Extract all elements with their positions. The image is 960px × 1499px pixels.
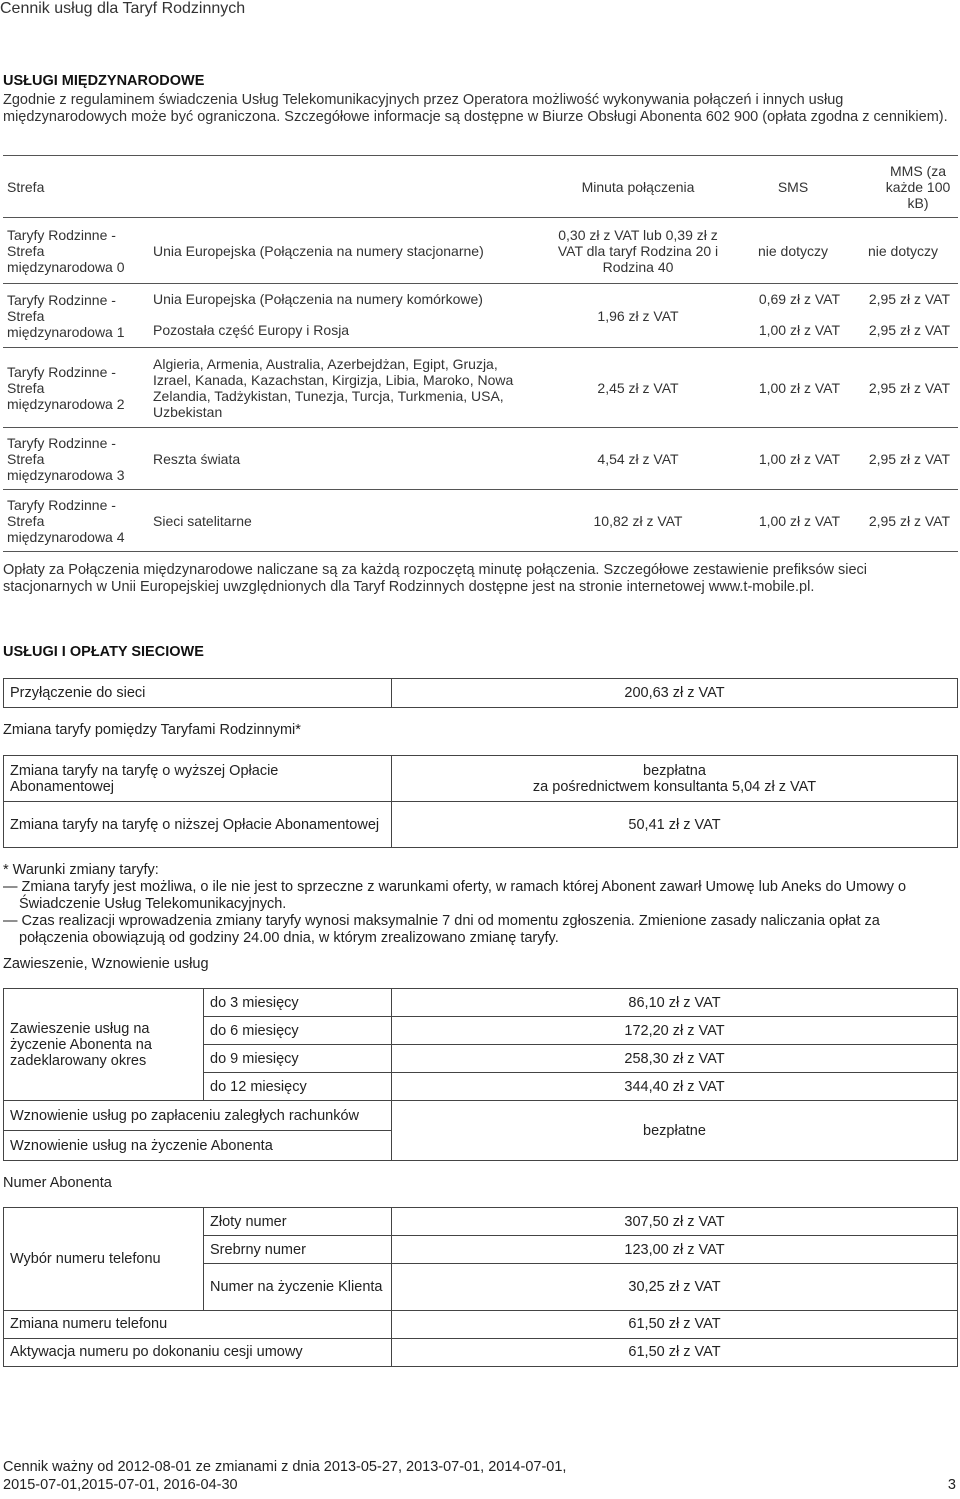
suspension-price: 258,30 zł z VAT	[392, 1045, 958, 1073]
tariff-change-up-price-line1: bezpłatna	[643, 762, 706, 779]
zone-3-sms: 1,00 zł z VAT	[758, 450, 840, 467]
suspension-period: do 6 miesięcy	[204, 1017, 392, 1045]
intl-note: Opłaty za Połączenia międzynarodowe naliczane są za każdą rozpoczętą minutę połączenia. Szczegółowe zestawienie prefiksów sieci stacjonarnych w Unii Europejskiej uwzględnionych dla Taryf Rodzinnych dostępne jest na stronie internetowej www.t-mobile.pl.	[3, 562, 868, 595]
zone-0-label: Taryfy Rodzinne - Strefa międzynarodowa 0	[7, 226, 125, 275]
condition-item: — Czas realizacji wprowadzenia zmiany taryfy wynosi maksymalnie 7 dni od momentu zgłoszenia. Zmienione zasady naliczania opłat za połączenia obowiązują od godziny 24.00 dnia, w którym zrealizowano zmianę taryfy.	[3, 913, 880, 946]
footer-line-1: Cennik ważny od 2012-08-01 ze zmianami z dnia 2013-05-27, 2013-07-01, 2014-07-01,	[3, 1459, 567, 1475]
footer	[3, 1458, 566, 1494]
number-type: Złoty numer	[204, 1208, 392, 1236]
number-type: Numer na życzenie Klienta	[204, 1264, 392, 1310]
tariff-change-conditions	[3, 862, 953, 947]
intl-intro: Zgodnie z regulaminem świadczenia Usług Telekomunikacyjnych przez Operatora możliwość wykonywania połączeń i innych usług międzynarodowych może być ograniczona. Szczegółowe informacje są dostępne w Biurze Obsługi Abonenta 602 900 (opłata zgodna z cennikiem).	[3, 92, 948, 125]
page-header: Cennik usług dla Taryf Rodzinnych	[0, 0, 246, 17]
suspension-price: 86,10 zł z VAT	[392, 989, 958, 1017]
suspension-period: do 9 miesięcy	[204, 1045, 392, 1073]
number-table	[3, 1207, 958, 1367]
zone-3-mms: 2,95 zł z VAT	[868, 450, 950, 467]
col-sms: SMS	[777, 178, 809, 195]
intl-section-title: USŁUGI MIĘDZYNARODOWE	[3, 73, 205, 89]
condition-item: — Zmiana taryfy jest możliwa, o ile nie jest to sprzeczne z warunkami oferty, w ramach której Abonent zawarł Umowę lub Aneks do Umowy o Świadczenie Usług Telekomunikacyjnych.	[3, 879, 907, 912]
number-change-label: Zmiana numeru telefonu	[4, 1310, 392, 1338]
zone-3-row	[3, 428, 958, 490]
footer-line-2: 2015-07-01,2015-07-01, 2016-04-30	[3, 1477, 238, 1493]
zone-0-row	[3, 218, 958, 284]
zone-1-label: Taryfy Rodzinne - Strefa międzynarodowa 1	[7, 291, 125, 340]
zone-1-sms-a: 0,69 zł z VAT	[758, 290, 840, 307]
page-number: 3	[947, 1477, 956, 1493]
zone-4-desc: Sieci satelitarne	[153, 512, 252, 529]
suspension-title: Zawieszenie, Wznowienie usług	[3, 956, 209, 972]
zone-1-mms-b: 2,95 zł z VAT	[868, 322, 950, 339]
zone-2-desc: Algieria, Armenia, Australia, Azerbejdżan, Egipt, Gruzja, Izrael, Kanada, Kazachstan, Kirgizja, Libia, Maroko, Nowa Zelandia, Tadżykistan, Tunezja, Turcja, Turkmenia, USA, Uzbekistan	[153, 355, 514, 420]
tariff-change-title: Zmiana taryfy pomiędzy Taryfami Rodzinnymi*	[3, 722, 301, 738]
tariff-change-down-price: 50,41 zł z VAT	[392, 802, 958, 848]
zone-1-row-a	[3, 284, 958, 314]
zone-4-sms: 1,00 zł z VAT	[758, 512, 840, 529]
zone-1-sms-b: 1,00 zł z VAT	[758, 322, 840, 339]
zone-1-mms-a: 2,95 zł z VAT	[868, 290, 950, 307]
conditions-title: * Warunki zmiany taryfy:	[3, 862, 159, 878]
suspension-price: 344,40 zł z VAT	[392, 1073, 958, 1101]
zone-2-label: Taryfy Rodzinne - Strefa międzynarodowa 2	[7, 363, 125, 412]
resume-on-request-label: Wznowienie usług na życzenie Abonenta	[4, 1131, 392, 1161]
tariff-change-up-label: Zmiana taryfy na taryfę o wyższej Opłacie Abonamentowej	[4, 756, 392, 802]
number-title: Numer Abonenta	[3, 1175, 112, 1191]
zone-4-minute: 10,82 zł z VAT	[593, 512, 683, 529]
number-price: 30,25 zł z VAT	[392, 1264, 958, 1310]
number-type: Srebrny numer	[204, 1236, 392, 1264]
zone-2-mms: 2,95 zł z VAT	[868, 379, 950, 396]
resume-after-debt-label: Wznowienie usług po zapłaceniu zaległych rachunków	[4, 1101, 392, 1131]
col-minute: Minuta połączenia	[581, 178, 695, 195]
zone-2-minute: 2,45 zł z VAT	[597, 379, 679, 396]
resume-price: bezpłatne	[392, 1101, 958, 1161]
connection-price: 200,63 zł z VAT	[392, 679, 958, 708]
network-section-title: USŁUGI I OPŁATY SIECIOWE	[3, 644, 204, 660]
suspension-price: 172,20 zł z VAT	[392, 1017, 958, 1045]
col-zone: Strefa	[7, 178, 45, 195]
connection-table	[3, 678, 958, 708]
zone-1-desc-b: Pozostała część Europy i Rosja	[153, 322, 350, 339]
zone-1-minute: 1,96 zł z VAT	[597, 307, 679, 324]
number-activation-label: Aktywacja numeru po dokonaniu cesji umowy	[4, 1338, 392, 1366]
zone-3-minute: 4,54 zł z VAT	[597, 450, 679, 467]
zone-2-row	[3, 348, 958, 428]
number-change-price: 61,50 zł z VAT	[392, 1310, 958, 1338]
intl-header-row	[3, 156, 958, 218]
suspension-period: do 3 miesięcy	[204, 989, 392, 1017]
tariff-change-down-label: Zmiana taryfy na taryfę o niższej Opłacie Abonamentowej	[4, 802, 392, 848]
zone-2-sms: 1,00 zł z VAT	[758, 379, 840, 396]
intl-rates-table	[3, 155, 958, 552]
tariff-change-up-price-line2: za pośrednictwem konsultanta 5,04 zł z VAT	[532, 778, 817, 795]
zone-4-mms: 2,95 zł z VAT	[868, 512, 950, 529]
number-price: 307,50 zł z VAT	[392, 1208, 958, 1236]
col-mms: MMS (za każde 100 kB)	[885, 162, 951, 211]
zone-0-minute: 0,30 zł z VAT lub 0,39 zł z VAT dla taryf Rodzina 20 i Rodzina 40	[557, 226, 719, 275]
zone-4-label: Taryfy Rodzinne - Strefa międzynarodowa 4	[7, 496, 125, 545]
number-choice-label: Wybór numeru telefonu	[4, 1208, 204, 1311]
suspension-period: do 12 miesięcy	[204, 1073, 392, 1101]
zone-4-row	[3, 490, 958, 552]
tariff-change-up-price	[392, 756, 958, 802]
tariff-change-table	[3, 755, 958, 848]
zone-1-desc-a: Unia Europejska (Połączenia na numery komórkowe)	[153, 290, 483, 307]
zone-3-label: Taryfy Rodzinne - Strefa międzynarodowa 3	[7, 434, 125, 483]
zone-0-sms: nie dotyczy	[757, 242, 829, 259]
number-activation-price: 61,50 zł z VAT	[392, 1338, 958, 1366]
zone-0-mms: nie dotyczy	[867, 242, 939, 259]
connection-label: Przyłączenie do sieci	[4, 679, 392, 708]
number-price: 123,00 zł z VAT	[392, 1236, 958, 1264]
suspension-label: Zawieszenie usług na życzenie Abonenta na zadeklarowany okres	[4, 989, 204, 1101]
zone-3-desc: Reszta świata	[153, 450, 241, 467]
suspension-table	[3, 988, 958, 1161]
zone-0-desc: Unia Europejska (Połączenia na numery stacjonarne)	[153, 242, 484, 259]
